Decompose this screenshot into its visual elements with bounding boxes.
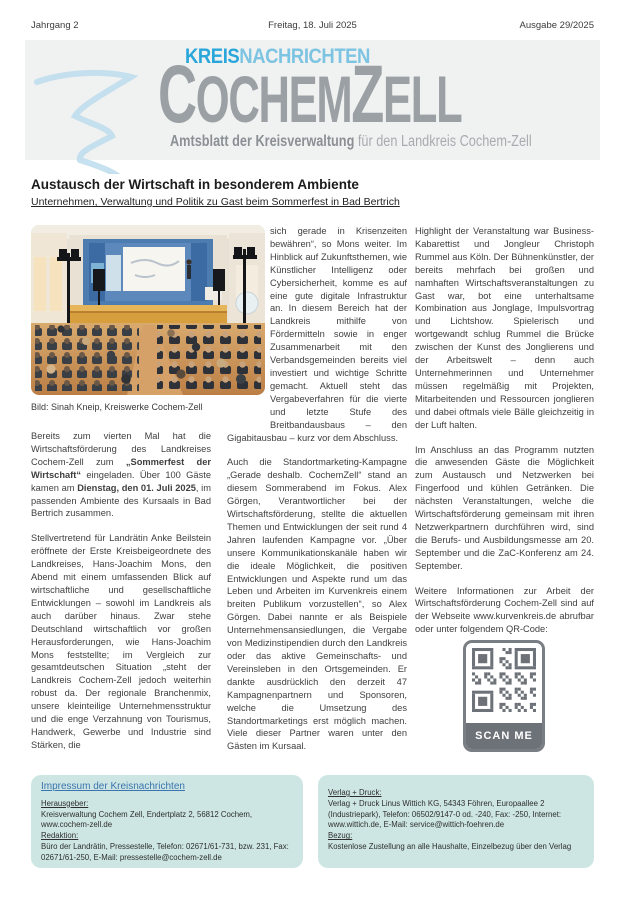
print-label: Verlag + Druck: <box>328 788 382 797</box>
paragraph: Auch die Standortmarketing-Kampagne „Gerade deshalb. CochemZell“ stand an diesem Sommerabend im Fokus. Alex Görgen, Verantwortlicher bei der Wirtschaftsförderung, stellte die aktuellen Themen und Entwicklungen der seit rund 4 Jahren laufenden Kampagne vor. „Über unsere Kommunikationskanäle haben wir die ideale Möglichkeit, die positiven Entwicklungen und Aspekte rund um das Leben und Arbeiten im Kurvenkreis einem breiten Publikum vorzustellen“, so Alex Görgen. Dabei nannte er als Beispiele Unternehmensansiedlungen, die Vergabe von Medizinstipendien durch den Landkreis oder das aktive Gemeinschafts- und Vereinsleben in den Ortsgemeinden. Er dankte ausdrücklich den derzeit 47 Kampagnenpartnern und Sponsoren, welche die Umsetzung des Standortmarketings erst möglich machen. Viele dieser Partner waren unter den Gästen im Kursaal. <box>227 457 407 752</box>
paragraph: Weitere Informationen zur Arbeit der Wirtschaftsförderung Cochem-Zell sind auf der Webseite www.kurvenkreis.de abrufbar oder unter folgendem QR-Code: <box>415 585 594 635</box>
article-column-1 <box>31 430 211 764</box>
paragraph: sich gerade in Krisenzeiten bewähren“, so Mons weiter. Im Hinblick auf Zukunftsthemen, wie Künstlicher Intelligenz oder Cybersicherheit, komme es auf eine gute digitale Infrastruktur an. In diesem Bereich hat der Landkreis mithilfe von Fördermitteln sowie in enger Zusammenarbeit mit den Verbandsgemeinden bereits viel investiert und wichtige Schritte gemacht. Aktuell steht das Vergabeverfahren für die vierte und letzte Stufe des Breitbandausbaus – den Gigabitausbau – kurz vor dem Abschluss. <box>227 226 407 443</box>
paragraph: Highlight der Veranstaltung war Business-Kabarettist und Jongleur Christoph Rummel aus Köln. Der Bühnenkünstler, der bereits mehrfach bei großen und namhaften Wirtschaftsveranstaltungen zu Gast war, bot eine unterhaltsame Kombination aus Jonglage, Impulsvortrag und Lichtshow. Spielerisch und wortgewandt schlug Rummel die Brücke zwischen der Kunst des Jonglierens und der Arbeitswelt – denn auch Unternehmerinnen und Unternehmer müssen regelmäßig mit Projekten, Mitarbeitenden und Ressourcen jonglieren und dabei oftmals viele Bälle gleichzeitig in der Luft halten. <box>415 226 594 430</box>
qr-sticker <box>463 640 545 752</box>
photo-caption: Bild: Sinah Kneip, Kreiswerke Cochem-Zell <box>31 402 203 412</box>
distribution-text: Kostenlose Zustellung an alle Haushalte, Einzelbezug über den Verlag <box>328 841 572 851</box>
editorial-label: Redaktion: <box>41 831 79 841</box>
river-squiggle-icon <box>33 56 163 174</box>
date-label: Freitag, 18. Juli 2025 <box>268 20 357 31</box>
photo-wrap-spacer <box>227 225 270 425</box>
editorial-text: Büro der Landrätin, Pressestelle, Telefon: 02671/61-731, bzw. 231, Fax: 02671/61-250, E-Mail: pressestelle@cochem-zell.de <box>41 841 289 862</box>
impressum-box-right <box>318 775 594 868</box>
article-title: Austausch der Wirtschaft in besonderem Ambiente <box>31 177 359 192</box>
print-text: Verlag + Druck Linus Wittich KG, 54343 Föhren, Europaallee 2 (Industriepark), Telefon: 06502/9147-0 od. -240, Fax: -250, Internet: www.wittich.de, E-Mail: service@wittich-foehren.de <box>328 798 562 830</box>
article-column-2 <box>227 225 407 765</box>
brand-kreis: KREIS <box>185 45 240 68</box>
masthead-tagline: Amtsblatt der Kreisverwaltung für den Landkreis Cochem-Zell <box>170 133 532 150</box>
publisher-text: Kreisverwaltung Cochem Zell, Endertplatz 2, 56812 Cochem, www.cochem-zell.de <box>41 809 253 830</box>
article-subtitle: Unternehmen, Verwaltung und Politik zu Gast beim Sommerfest in Bad Bertrich <box>31 196 400 208</box>
volume-label: Jahrgang 2 <box>31 20 79 31</box>
paragraph: Bereits zum vierten Mal hat die Wirtschaftsförderung des Landkreises Cochem-Zell zum „Sommerfest der Wirtschaft“ eingeladen. Über 100 Gäste kamen am Dienstag, den 01. Juli 2025, im passenden Ambiente des Kursaals in Bad Bertrich zusammen. <box>31 431 211 519</box>
qr-scan-me-label: SCAN ME <box>466 723 542 749</box>
article-column-3 <box>415 225 594 648</box>
paragraph: Im Anschluss an das Programm nutzten die anwesenden Gäste die Möglichkeit zum Austausch und Netzwerken bei Fingerfood und kühlen Getränken. Die nächsten Veranstaltungen, welche die Wirtschaftsförderung gemeinsam mit ihren Netzwerkpartnern durchführen wird, sind die Berufs- und Ausbildungsmesse am 20. September und die ZaC-Konferenz am 24. September. <box>415 444 594 571</box>
impressum-box-left <box>31 775 303 868</box>
brand-nachrichten: NACHRICHTEN <box>239 45 370 68</box>
paragraph: Stellvertretend für Landrätin Anke Beilstein eröffnete der Erste Kreisbeigeordnete des Landkreises, Hans-Joachim Mons, den Abend mit einem umfassenden Blick auf wirtschaftliche und gesellschaftliche Entwicklungen – sowohl im Landkreis als auch darüber hinaus. Zwar stehe Deutschland wirtschaftlich vor großen Herausforderungen, wie Hans-Joachim Mons feststellte; im Vergleich zur gesamtdeutschen Situation „steht der Landkreis Cochem-Zell jedoch weiterhin robust da. Der regionale Branchenmix, unsere kleinteilige Unternehmensstruktur und die enge Verzahnung von Tourismus, Handwerk, Gewerbe und Industrie sind Stärken, die <box>31 533 211 750</box>
publisher-label: Herausgeber: <box>41 798 89 808</box>
issue-info-row <box>31 20 594 34</box>
impressum-title: Impressum der Kreisnachrichten <box>41 781 185 792</box>
qr-code-icon <box>472 648 536 712</box>
distribution-label: Bezug: <box>328 831 353 841</box>
issue-label: Ausgabe 29/2025 <box>519 20 594 31</box>
brand-cochemzell: COCHEMZELL <box>158 49 462 140</box>
masthead <box>25 40 600 160</box>
